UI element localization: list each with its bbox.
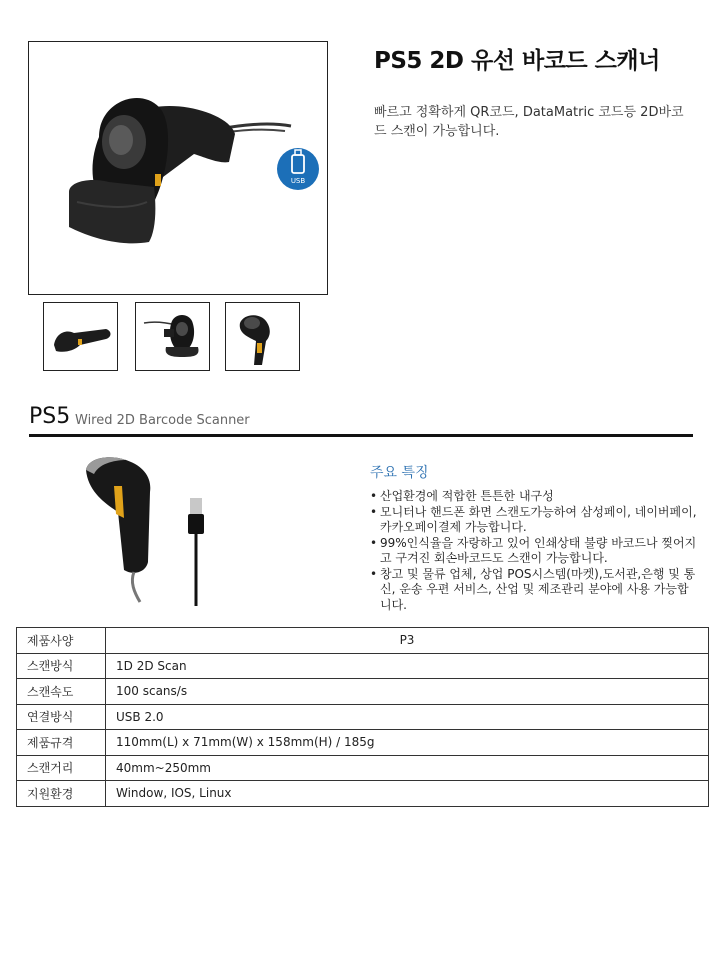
thumbnail-2[interactable] (135, 302, 210, 371)
feature-item: • 산업환경에 적합한 튼튼한 내구성 (370, 489, 700, 505)
product-description: 빠르고 정확하게 QR코드, DataMatric 코드등 2D바코드 스캔이 가능합니다. (374, 105, 684, 139)
features-title: 주요 특징 (370, 465, 429, 481)
spec-key: 스캔거리 (17, 755, 106, 781)
barcode-scanner-illustration (29, 42, 327, 294)
thumbnail-1[interactable] (43, 302, 118, 371)
spec-key: 제품규격 (17, 730, 106, 756)
spec-key: 스캔속도 (17, 679, 106, 705)
table-row (17, 679, 709, 705)
table-row (17, 653, 709, 679)
feature-item: • 99%인식율을 자랑하고 있어 인쇄상태 불량 바코드나 찢어지고 구겨진 회손바코드도 스캔이 가능합니다. (370, 536, 700, 567)
spec-value: Window, IOS, Linux (106, 781, 709, 807)
table-row (17, 781, 709, 807)
spec-value: P3 (106, 628, 709, 654)
spec-value: 100 scans/s (106, 679, 709, 705)
spec-value: USB 2.0 (106, 704, 709, 730)
section-header (29, 402, 693, 437)
thumbnail-3[interactable] (225, 302, 300, 371)
table-row (17, 755, 709, 781)
spec-key: 연결방식 (17, 704, 106, 730)
spec-table (16, 627, 709, 807)
spec-value: 40mm~250mm (106, 755, 709, 781)
spec-key: 지원환경 (17, 781, 106, 807)
main-product-image (28, 41, 328, 295)
product-title: PS5 2D 유선 바코드 스캐너 (374, 48, 660, 74)
spec-value: 110mm(L) x 71mm(W) x 158mm(H) / 185g (106, 730, 709, 756)
feature-item: • 모니터나 핸드폰 화면 스캔도가능하여 삼성페이, 네이버페이, 카카오페이결제 가능합니다. (370, 505, 700, 536)
table-row (17, 730, 709, 756)
table-row (17, 628, 709, 654)
model-subtitle: Wired 2D Barcode Scanner (75, 413, 250, 428)
table-row (17, 704, 709, 730)
usb-badge-label: USB (290, 177, 306, 185)
scanner-detail-image (78, 452, 238, 610)
feature-item: • 창고 및 물류 업체, 상업 POS시스템(마켓),도서관,은행 및 통신, 운송 우편 서비스, 산업 및 제조관리 분야에 사용 가능합니다. (370, 567, 700, 614)
spec-value: 1D 2D Scan (106, 653, 709, 679)
features-list (370, 489, 700, 613)
model-name: PS5 (29, 404, 71, 429)
spec-key: 제품사양 (17, 628, 106, 654)
spec-key: 스캔방식 (17, 653, 106, 679)
